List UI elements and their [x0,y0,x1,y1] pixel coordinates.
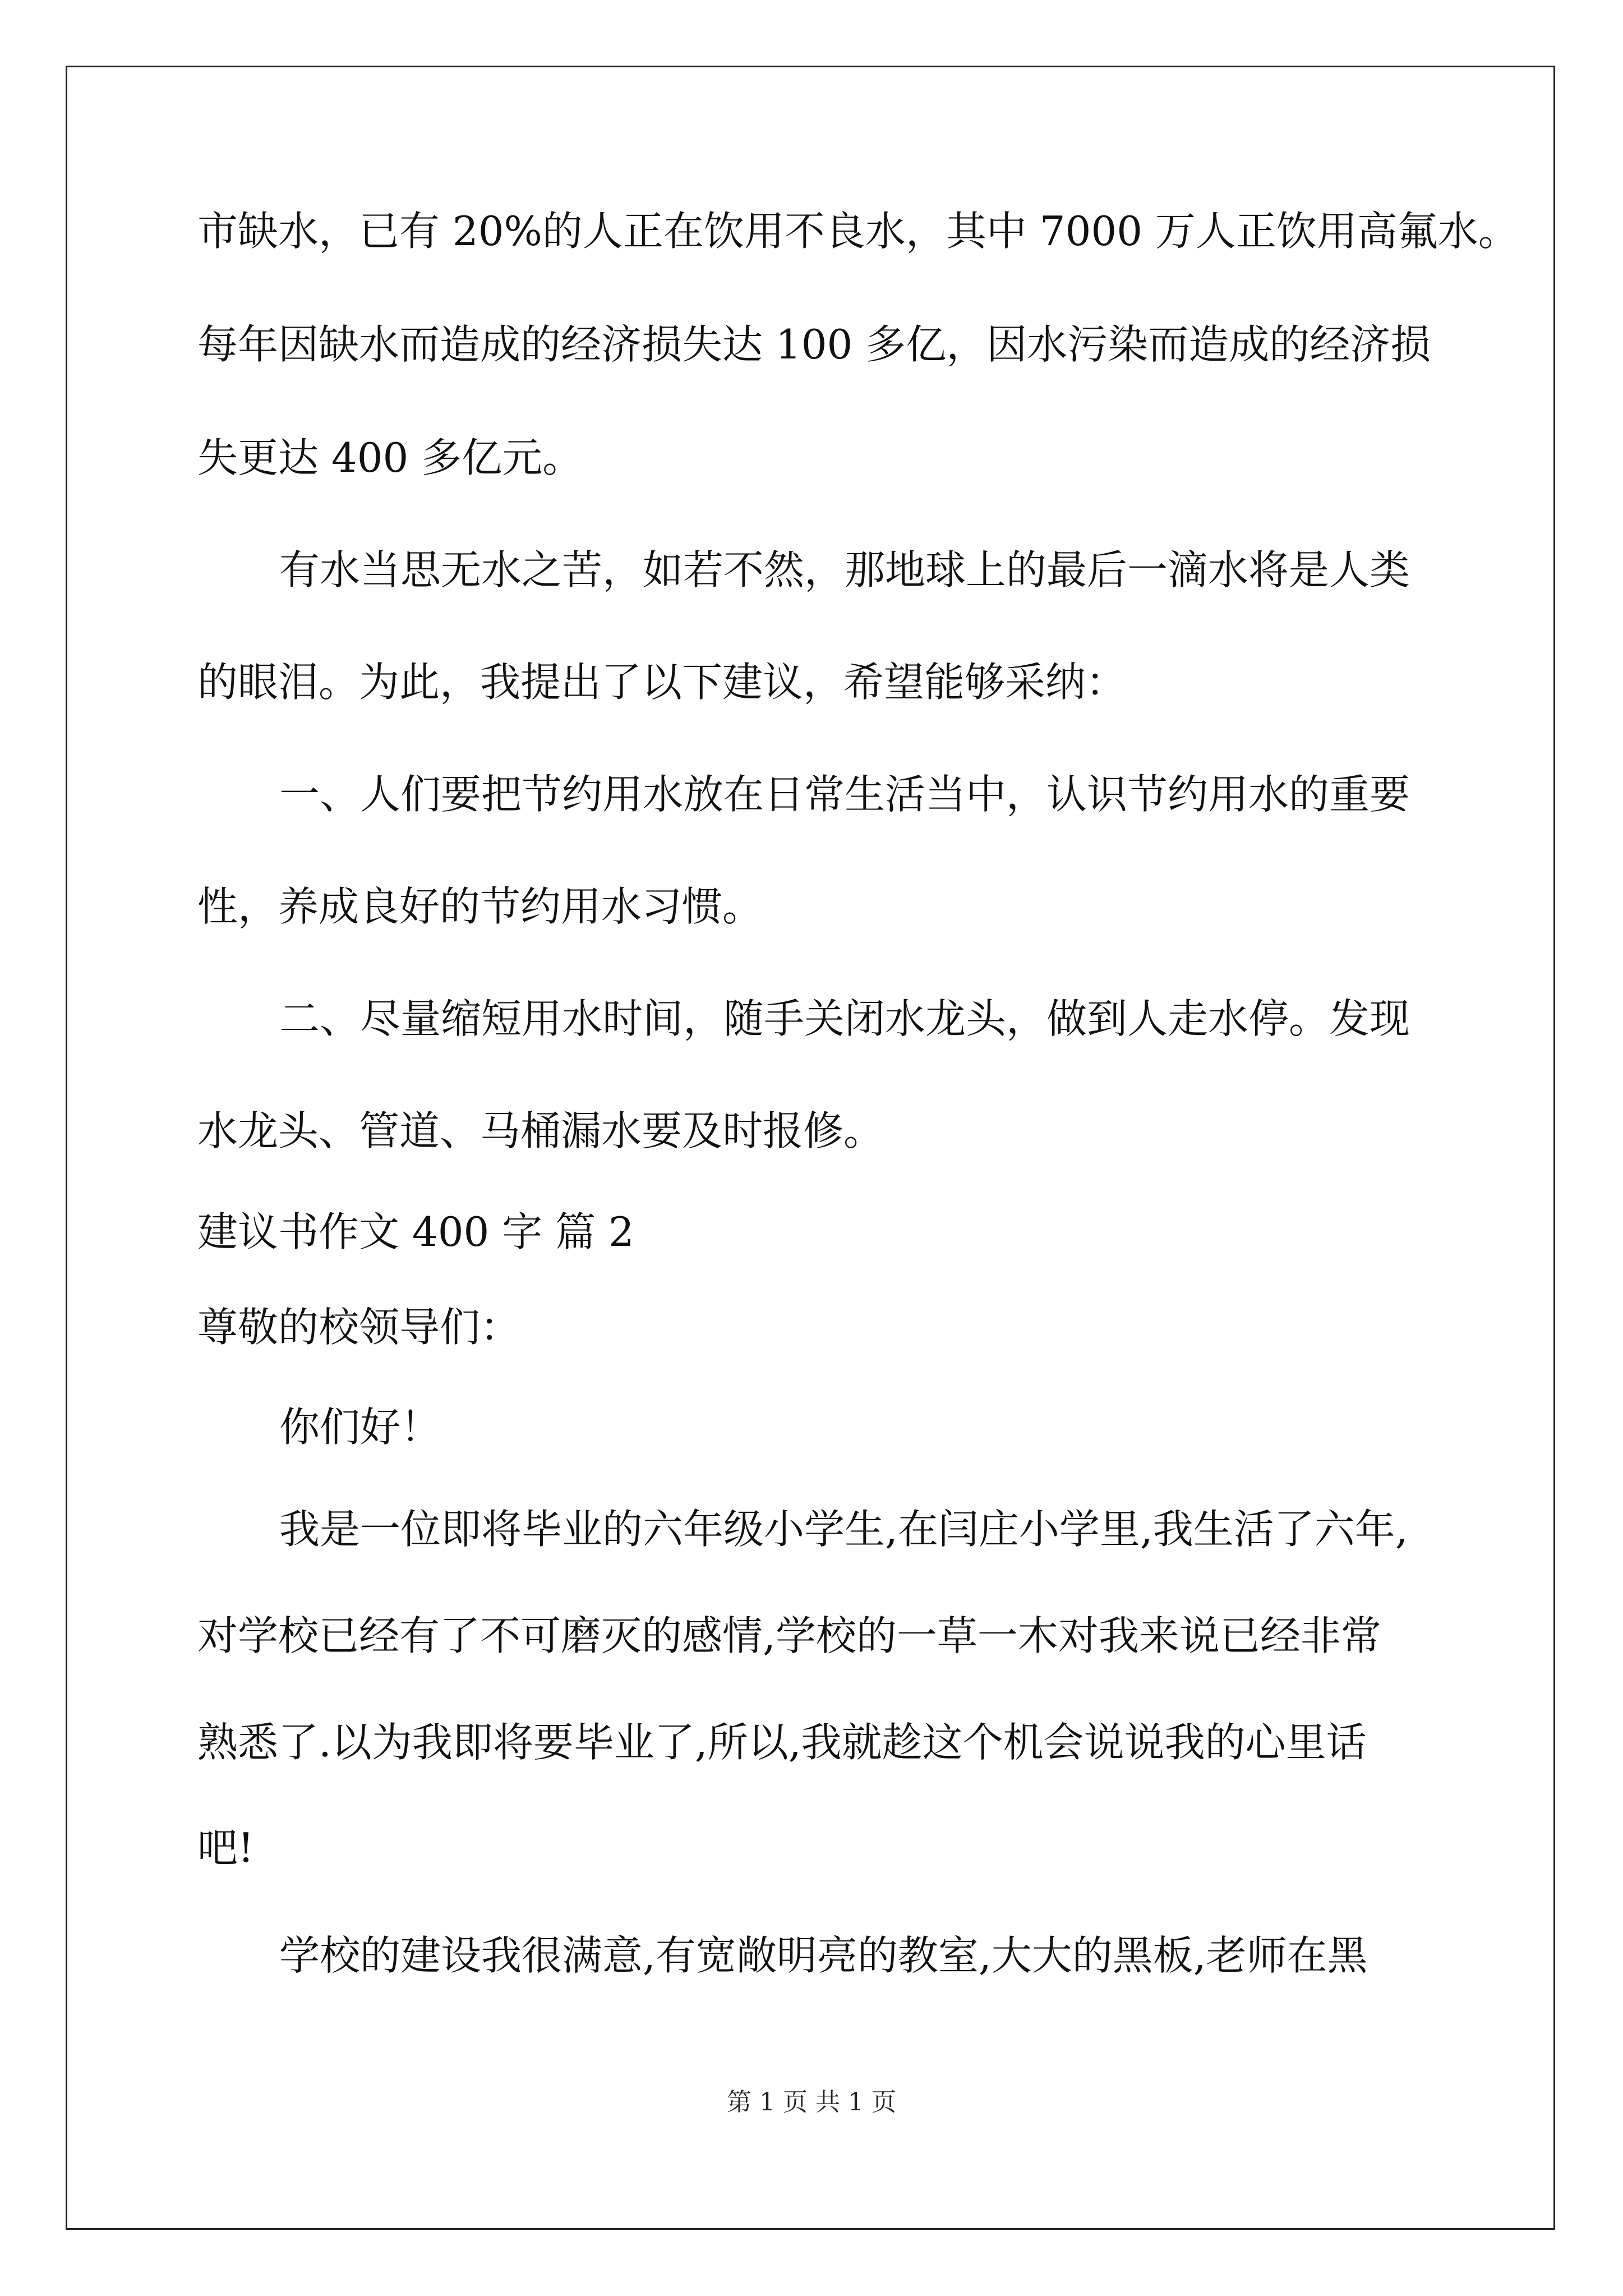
text-line: 性，养成良好的节约用水习惯。 [197,883,763,930]
text-line: 的眼泪。为此，我提出了以下建议，希望能够采纳： [197,659,1127,706]
greeting: 你们好！ [279,1404,441,1451]
text-line: 市缺水，已有 20%的人正在饮用不良水，其中 7000 万人正饮用高氟水。 [197,208,1519,255]
text-line: 熟悉了.以为我即将要毕业了,所以,我就趁这个机会说说我的心里话 [197,1719,1367,1766]
text-line: 失更达 400 多亿元。 [197,434,583,481]
paragraph-start-line: 学校的建设我很满意,有宽敞明亮的教室,大大的黑板,老师在黑 [279,1932,1368,1979]
section-heading: 建议书作文 400 字 篇 2 [197,1208,634,1255]
text-line: 水龙头、管道、马桶漏水要及时报修。 [197,1107,884,1154]
paragraph-start-line: 有水当思无水之苦，如若不然，那地球上的最后一滴水将是人类 [279,546,1410,593]
text-line: 对学校已经有了不可磨灭的感情,学校的一草一木对我来说已经非常 [197,1612,1381,1659]
salutation: 尊敬的校领导们： [197,1304,521,1351]
paragraph-start-line: 二、尽量缩短用水时间，随手关闭水龙头，做到人走水停。发现 [279,995,1410,1042]
text-line: 吧! [197,1824,254,1871]
page-footer: 第 1 页 共 1 页 [727,2088,896,2116]
paragraph-start-line: 一、人们要把节约用水放在日常生活当中，认识节约用水的重要 [279,771,1410,818]
text-line: 每年因缺水而造成的经济损失达 100 多亿，因水污染而造成的经济损 [197,321,1431,368]
paragraph-start-line: 我是一位即将毕业的六年级小学生,在闫庄小学里,我生活了六年, [279,1506,1408,1553]
